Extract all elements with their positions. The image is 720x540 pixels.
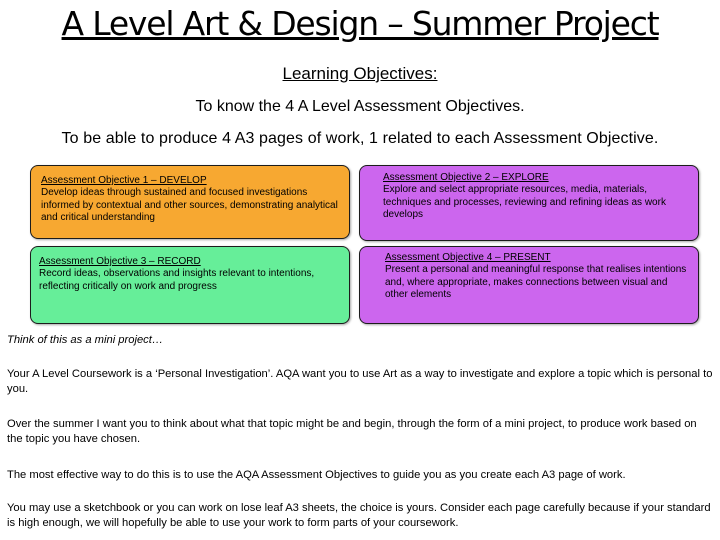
ao3-heading: Assessment Objective 3 – RECORD [39,256,201,267]
ao1-text: Develop ideas through sustained and focused investigations informed by contextual and other sources, demonstrating analytical and critical understanding [41,187,338,224]
ao4-text: Present a personal and meaningful response that realises intentions and, where appropriate, makes connections between visual and other elements [385,264,687,301]
ao2-heading: Assessment Objective 2 – EXPLORE [383,172,549,183]
materials-paragraph: You may use a sketchbook or you can work on lose leaf A3 sheets, the choice is yours. Consider each page carefully because if your standard is high enough, we will hopefully be able to use your work to form parts of your coursework. [7,502,711,529]
learning-objective-1: To know the 4 A Level Assessment Objectives. [195,98,525,115]
intro-paragraph: Think of this as a mini project… [7,334,164,346]
ao2-box [359,165,699,241]
ao4-box [359,246,699,324]
ao3-box [30,246,350,324]
method-paragraph: The most effective way to do this is to use the AQA Assessment Objectives to guide you as you create each A3 page of work. [7,469,626,481]
ao3-text: Record ideas, observations and insights relevant to intentions, reflecting critically on work and progress [39,268,315,292]
ao4-heading: Assessment Objective 4 – PRESENT [385,252,551,263]
ao1-box [30,165,350,239]
page-title: A Level Art & Design – Summer Project [61,4,659,43]
ao1-heading: Assessment Objective 1 – DEVELOP [41,175,207,186]
learning-objective-2: To be able to produce 4 A3 pages of work, 1 related to each Assessment Objective. [61,130,659,147]
summer-paragraph: Over the summer I want you to think about what that topic might be and begin, through the form of a mini project, to produce work based on the topic you have chosen. [7,418,697,445]
learning-objectives-heading: Learning Objectives: [282,64,438,83]
ao2-text: Explore and select appropriate resources, media, materials, techniques and processes, reviewing and refining ideas as work develops [383,184,666,221]
coursework-paragraph: Your A Level Coursework is a ‘Personal Investigation’. AQA want you to use Art as a way to investigate and explore a topic which is personal to you. [7,368,713,395]
